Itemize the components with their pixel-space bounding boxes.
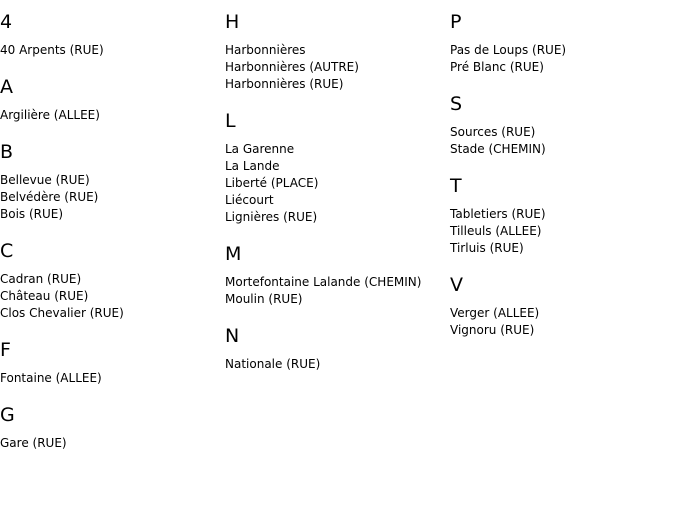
- street-list: [225, 42, 450, 93]
- street-list: [225, 356, 450, 373]
- street-link[interactable]: Pré Blanc (RUE): [450, 60, 544, 74]
- street-link[interactable]: Liécourt: [225, 193, 274, 207]
- street-link[interactable]: Tabletiers (RUE): [450, 207, 546, 221]
- street-list: [450, 206, 675, 257]
- letter-heading: A: [0, 76, 13, 98]
- street-list: [0, 370, 225, 387]
- letter-section: [0, 239, 225, 322]
- letter-heading: G: [0, 404, 15, 426]
- letter-heading: N: [225, 325, 240, 347]
- street-list: [450, 42, 675, 76]
- street-link[interactable]: Harbonnières (RUE): [225, 77, 344, 91]
- street-link[interactable]: Vignoru (RUE): [450, 323, 535, 337]
- letter-heading: L: [225, 110, 236, 132]
- street-list: [450, 124, 675, 158]
- letter-section: [0, 10, 225, 59]
- street-link[interactable]: Gare (RUE): [0, 436, 67, 450]
- street-index-column-2: [225, 0, 450, 373]
- street-link[interactable]: Nationale (RUE): [225, 357, 321, 371]
- letter-heading: H: [225, 11, 240, 33]
- street-link[interactable]: Pas de Loups (RUE): [450, 43, 567, 57]
- letter-heading: C: [0, 240, 14, 262]
- street-link[interactable]: Cadran (RUE): [0, 272, 82, 286]
- street-link[interactable]: Sources (RUE): [450, 125, 536, 139]
- street-link[interactable]: Mortefontaine Lalande (CHEMIN): [225, 275, 422, 289]
- letter-section: [0, 140, 225, 223]
- street-link[interactable]: Verger (ALLEE): [450, 306, 540, 320]
- street-link[interactable]: Harbonnières: [225, 43, 306, 57]
- street-link[interactable]: Stade (CHEMIN): [450, 142, 546, 156]
- street-link[interactable]: Lignières (RUE): [225, 210, 318, 224]
- letter-section: [450, 174, 675, 257]
- street-link[interactable]: Clos Chevalier (RUE): [0, 306, 124, 320]
- letter-heading: P: [450, 11, 462, 33]
- street-link[interactable]: Bois (RUE): [0, 207, 64, 221]
- street-link[interactable]: Tilleuls (ALLEE): [450, 224, 542, 238]
- street-list: [225, 141, 450, 226]
- street-index-column-1: [0, 0, 225, 452]
- street-list: [0, 172, 225, 223]
- street-list: [450, 305, 675, 339]
- letter-heading: T: [450, 175, 462, 197]
- letter-section: [0, 403, 225, 452]
- street-list: [0, 435, 225, 452]
- street-link[interactable]: Bellevue (RUE): [0, 173, 90, 187]
- street-link[interactable]: 40 Arpents (RUE): [0, 43, 104, 57]
- letter-section: [225, 324, 450, 373]
- street-link[interactable]: La Lande: [225, 159, 280, 173]
- letter-section: [450, 273, 675, 339]
- street-list: [0, 42, 225, 59]
- letter-heading: 4: [0, 11, 13, 33]
- street-link[interactable]: Tirluis (RUE): [450, 241, 524, 255]
- letter-heading: S: [450, 93, 463, 115]
- letter-section: [225, 109, 450, 226]
- street-link[interactable]: La Garenne: [225, 142, 295, 156]
- street-list: [0, 107, 225, 124]
- letter-section: [450, 10, 675, 76]
- letter-heading: B: [0, 141, 14, 163]
- street-link[interactable]: Belvédère (RUE): [0, 190, 99, 204]
- letter-section: [0, 338, 225, 387]
- street-list: [0, 271, 225, 322]
- letter-heading: F: [0, 339, 11, 361]
- street-link[interactable]: Fontaine (ALLEE): [0, 371, 102, 385]
- street-list: [225, 274, 450, 308]
- street-link[interactable]: Liberté (PLACE): [225, 176, 319, 190]
- letter-heading: M: [225, 243, 242, 265]
- letter-heading: V: [450, 274, 463, 296]
- street-index-column-3: [450, 0, 675, 339]
- letter-section: [225, 10, 450, 93]
- street-link[interactable]: Moulin (RUE): [225, 292, 303, 306]
- street-link[interactable]: Argilière (ALLEE): [0, 108, 100, 122]
- letter-section: [225, 242, 450, 308]
- letter-section: [450, 92, 675, 158]
- street-link[interactable]: Harbonnières (AUTRE): [225, 60, 359, 74]
- street-link[interactable]: Château (RUE): [0, 289, 89, 303]
- letter-section: [0, 75, 225, 124]
